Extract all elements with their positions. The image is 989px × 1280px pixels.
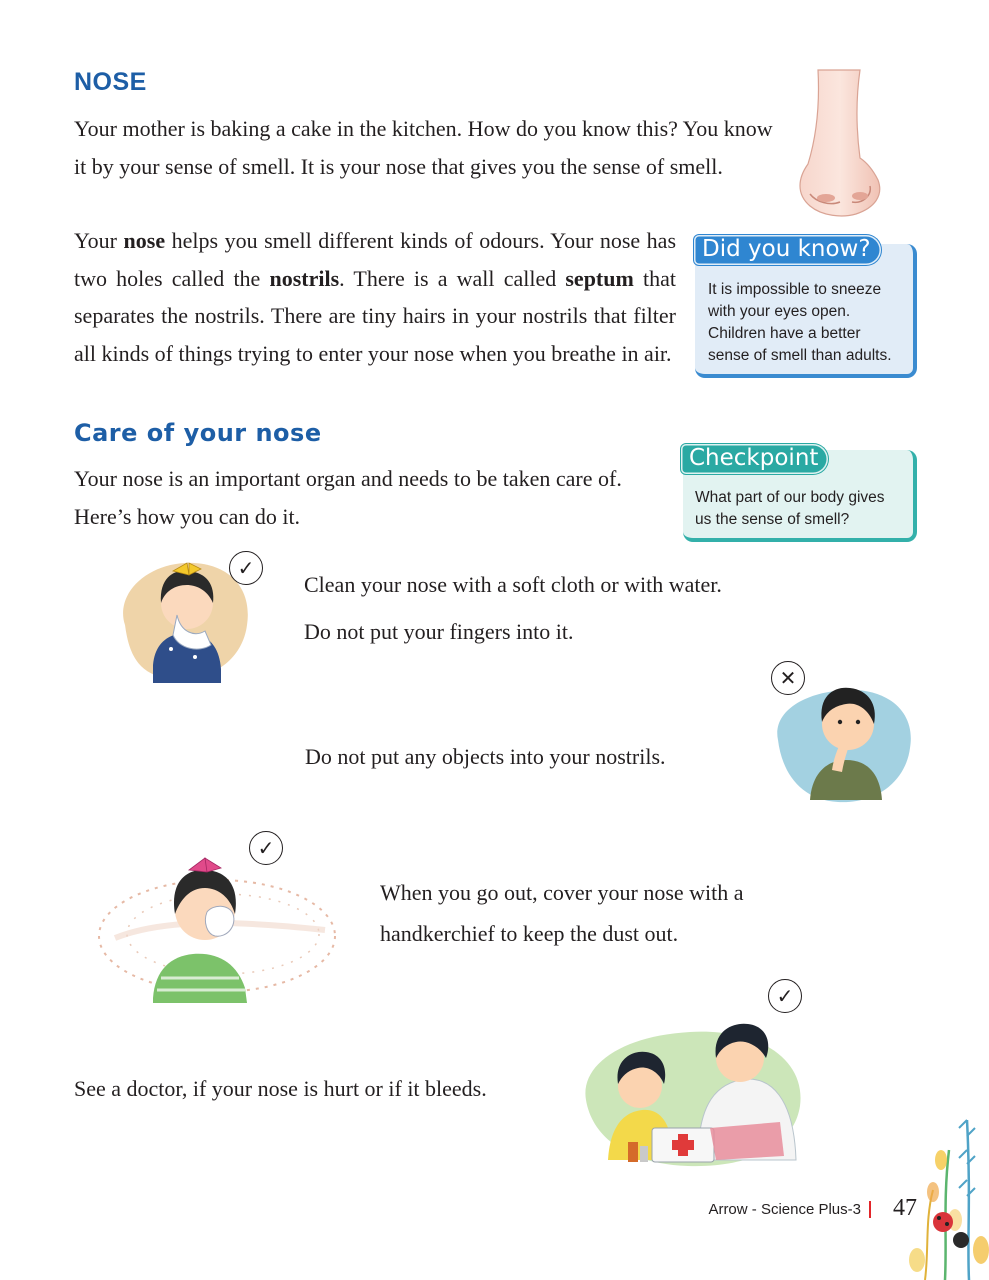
tip-see-doctor: See a doctor, if your nose is hurt or if it bleeds. [74,1076,487,1101]
check-mark-icon: ✓ [768,979,802,1013]
fact-line: sense of smell than adults. [708,347,892,364]
term-septum: septum [565,265,634,291]
text-run: Your [74,228,124,253]
paragraph-care-intro: Your nose is an important organ and needs to be taken care of. Here’s how you can do it. [74,466,622,529]
check-mark-icon: ✓ [249,831,283,865]
tip-handkerchief-line2: handkerchief to keep the dust out. [380,921,679,946]
tip-no-objects: Do not put any objects into your nostrils. [305,744,666,769]
cross-mark-icon: ✕ [771,661,805,695]
fact-line: Children have a better [708,325,861,342]
nose-illustration-icon [790,68,890,220]
footer-book-title: Arrow - Science Plus-3 [708,1201,871,1218]
paragraph-nose-intro: Your mother is baking a cake in the kitchen. How do you know this? You know it by your sense of smell. It is your nose that gives you the sense of smell. [74,116,773,179]
girl-handkerchief-icon [95,838,340,1003]
term-nose: nose [123,228,166,253]
tip-handkerchief-line1: When you go out, cover your nose with a [380,880,744,905]
question-line: us the sense of smell? [695,511,850,528]
tip-clean-nose: Clean your nose with a soft cloth or with water. [304,572,722,597]
text-run: that separates the nostrils. There are tiny hairs in your nostrils that filter all kinds of things trying to enter your nose when you breathe in air. [74,265,676,366]
text-run: . There is a wall called [339,265,566,291]
paragraph-nose-parts [74,222,676,372]
question-line: What part of our body gives [695,489,885,506]
section-title-care: Care of your nose [74,419,322,447]
fact-line: with your eyes open. [708,303,851,320]
did-you-know-title: Did you know? [693,234,882,266]
text-run: helps you smell different kinds of odours. Your nose has two holes called the [74,228,677,291]
flower-decoration-icon [905,1100,989,1280]
tip-no-fingers: Do not put your fingers into it. [304,619,574,644]
term-nostrils: nostrils [269,265,340,291]
check-mark-icon: ✓ [229,551,263,585]
checkpoint-question [695,487,910,531]
checkpoint-title: Checkpoint [680,443,829,475]
doctor-visit-icon [580,1010,810,1170]
did-you-know-text [708,279,913,367]
page-number: 47 [893,1195,917,1221]
section-title-nose: NOSE [74,68,147,96]
fact-line: It is impossible to sneeze [708,281,882,298]
